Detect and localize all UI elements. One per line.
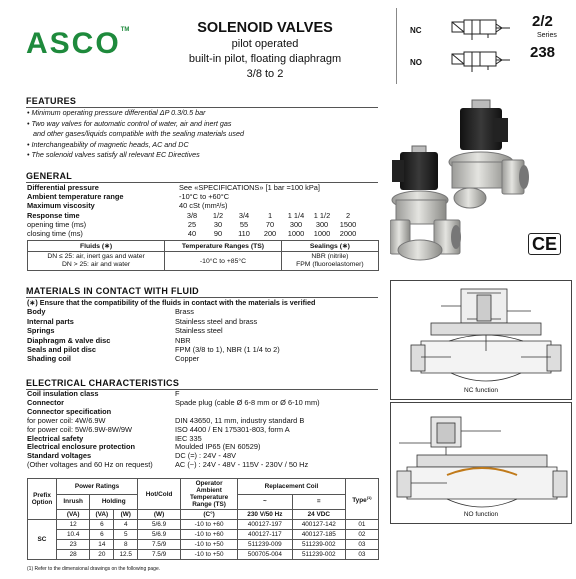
time-cell: 200 (263, 229, 277, 239)
features-heading: FEATURES (26, 96, 378, 108)
prefix-cell: SC (28, 520, 57, 560)
table-cell: 12 (57, 520, 90, 530)
general-heading: GENERAL (26, 171, 378, 183)
table-cell: 511239-009 (238, 540, 293, 550)
material-value: FPM (3/8 to 1), NBR (1 1/4 to 2) (175, 345, 280, 355)
time-cell: 110 (238, 229, 250, 239)
dc-symbol: = (292, 494, 345, 510)
nc-label: NC (410, 26, 422, 35)
material-label: Body (27, 307, 46, 317)
electrical-label: Coil insulation class (27, 389, 99, 398)
inrush-header: Inrush (57, 494, 90, 510)
size-cell: 3/8 (186, 210, 198, 220)
table-cell: 511239-002 (292, 540, 345, 550)
materials-note: (∗) Ensure that the compatibility of the fluids in contact with the materials is verified (27, 298, 316, 307)
table-cell: 4 (114, 520, 138, 530)
table-cell: 02 (345, 530, 378, 540)
table-cell: 400127-197 (238, 520, 293, 530)
no-drawing-frame (390, 402, 572, 524)
general-specs (27, 183, 361, 238)
no-caption: NO function (463, 511, 499, 518)
time-cell: 300 (289, 219, 303, 229)
unit-cell: (C°) (181, 510, 238, 520)
power-header: Power Ratings (57, 479, 138, 495)
fluids-table (27, 240, 379, 271)
nc-cross-section (391, 281, 571, 399)
feature-item: and other gases/liquids compatible with the sealing materials used (33, 129, 244, 138)
sealing-line: NBR (nitrile) (311, 253, 349, 260)
subtitle-line-1: pilot operated (231, 38, 299, 50)
sealing-line: FPM (fluoroelastomer) (296, 261, 364, 268)
spec-label: Response time (27, 210, 80, 220)
unit-cell: 24 VDC (292, 510, 345, 520)
hotcold-header: Hot/Cold (138, 479, 181, 510)
time-cell: 1500 (339, 219, 357, 229)
table-cell: 6 (90, 520, 114, 530)
page-title: SOLENOID VALVES (197, 20, 333, 36)
table-cell: 7.5/9 (138, 550, 181, 560)
footnote: (1) Refer to the dimensional drawings on the following page. (27, 566, 161, 572)
size-cell: 1 (267, 210, 273, 220)
type-header: Type$^{(1)}$ (345, 479, 378, 520)
time-cell: 300 (315, 219, 329, 229)
time-cell: 25 (187, 219, 197, 229)
table-cell: -10 to +60 (181, 530, 238, 540)
table-cell: 10.4 (57, 530, 90, 540)
table-cell: 7.5/9 (138, 540, 181, 550)
material-label: Shading coil (27, 354, 71, 364)
table-cell: 20 (90, 550, 114, 560)
valve-symbol-icon (448, 16, 516, 78)
time-cell: 1000 (313, 229, 331, 239)
table-cell: 5/6.9 (138, 520, 181, 530)
temperature-range: -10°C to +85°C (165, 252, 282, 271)
time-cell: 40 (187, 229, 197, 239)
sealings-header: Sealings (∗) (281, 241, 378, 252)
subtitle-line-2: built-in pilot, floating diaphragm (188, 53, 342, 65)
material-value: Stainless steel (175, 326, 223, 336)
materials-list (27, 298, 315, 364)
table-cell: 400127-185 (292, 530, 345, 540)
spec-label: closing time (ms) (27, 229, 83, 239)
table-cell: 03 (345, 550, 378, 560)
subtitle-line-3: 3/8 to 2 (246, 68, 284, 80)
feature-item: • Two way valves for automatic control of water, air and inert gas (27, 118, 232, 128)
material-label: Springs (27, 326, 55, 336)
material-value: Copper (175, 354, 200, 364)
electrical-heading: ELECTRICAL CHARACTERISTICS (26, 378, 378, 390)
table-cell: 5/6.9 (138, 530, 181, 540)
unit-cell: (VA) (57, 510, 90, 520)
nc-caption: NC function (464, 387, 498, 394)
size-cell: 2 (345, 210, 351, 220)
table-cell: 5 (114, 530, 138, 540)
power-ratings-table (27, 478, 379, 560)
table-cell: 01 (345, 520, 378, 530)
operator-temp-header: Operator Ambient Temperature Range (TS) (181, 479, 238, 510)
material-label: Internal parts (27, 316, 74, 326)
feature-item: • The solenoid valves satisfy all relevant EC Directives (27, 150, 200, 159)
size-cell: 1 1/4 (287, 210, 305, 220)
time-cell: 70 (265, 219, 275, 229)
unit-cell: 230 V/50 Hz (238, 510, 293, 520)
table-cell: 03 (345, 540, 378, 550)
unit-cell: (VA) (90, 510, 114, 520)
fluid-line: DN > 25: air and water (61, 261, 131, 268)
size-cell: 1 1/2 (313, 210, 331, 220)
table-cell: -10 to +50 (181, 550, 238, 560)
electrical-label: (Other voltages and 60 Hz on request) (27, 460, 153, 470)
material-value: NBR (175, 335, 191, 345)
ac-symbol: ~ (238, 494, 293, 510)
table-cell: 14 (90, 540, 114, 550)
size-cell: 1/2 (212, 210, 224, 220)
electrical-value: Spade plug (cable Ø 6-8 mm or Ø 6-10 mm) (175, 397, 320, 407)
nc-drawing-frame (390, 280, 572, 400)
table-cell: 28 (57, 550, 90, 560)
electrical-value: DC (=) : 24V - 48V (175, 451, 236, 461)
table-cell: -10 to +50 (181, 540, 238, 550)
symbol-divider (396, 8, 398, 84)
electrical-label: Electrical enclosure protection (27, 442, 136, 452)
prefix-header: Prefix Option (28, 479, 57, 520)
electrical-label: for power coil: 5W/6.9W-8W/9W (27, 424, 132, 434)
electrical-value: ISO 4400 / EN 175301-803, form A (175, 424, 290, 434)
spec-value: See «SPECIFICATIONS» [1 bar =100 kPa] (179, 183, 320, 192)
asco-logo: ASCO™ (26, 27, 130, 60)
electrical-list (27, 390, 320, 470)
materials-heading: MATERIALS IN CONTACT WITH FLUID (26, 286, 378, 298)
table-cell: 400127-117 (238, 530, 293, 540)
table-cell: 6 (90, 530, 114, 540)
time-cell: 1000 (287, 229, 305, 239)
electrical-value: Moulded IP65 (EN 60529) (175, 442, 261, 452)
table-cell: 500705-004 (238, 550, 293, 560)
table-cell: -10 to +60 (181, 520, 238, 530)
features-list (27, 108, 244, 161)
material-value: Stainless steel and brass (175, 316, 258, 326)
valve-photo (390, 90, 530, 270)
ce-mark: CE (528, 233, 561, 255)
electrical-value: DIN 43650, 11 mm, industry standard B (175, 415, 305, 425)
time-cell: 30 (213, 219, 223, 229)
time-cell: 55 (239, 219, 249, 229)
no-label: NO (410, 58, 422, 67)
electrical-value: AC (~) : 24V - 48V - 115V - 230V / 50 Hz (175, 460, 309, 470)
electrical-value: IEC 335 (175, 433, 202, 443)
material-label: Seals and pilot disc (27, 345, 96, 355)
table-cell: 12.5 (114, 550, 138, 560)
temperature-header: Temperature Ranges (TS) (165, 241, 282, 252)
spec-label: Differential pressure (27, 183, 99, 192)
material-label: Diaphragm & valve disc (27, 335, 111, 345)
table-cell: 23 (57, 540, 90, 550)
series-number: 238 (530, 44, 556, 61)
electrical-value: F (175, 389, 180, 398)
fluid-line: DN ≤ 25: air, inert gas and water (47, 253, 145, 260)
feature-item: • Minimum operating pressure differential ΔP 0.3/0.5 bar (27, 108, 206, 117)
table-cell: 8 (114, 540, 138, 550)
fluids-header: Fluids (∗) (28, 241, 165, 252)
electrical-label: Connector specification (27, 406, 112, 416)
electrical-label: Standard voltages (27, 451, 92, 461)
replacement-header: Replacement Coil (238, 479, 346, 495)
feature-item: • Interchangeability of magnetic heads, AC and DC (27, 139, 189, 149)
size-cell: 3/4 (238, 210, 250, 220)
time-cell: 2000 (339, 229, 357, 239)
table-cell: 511239-002 (292, 550, 345, 560)
unit-cell: (W) (114, 510, 138, 520)
holding-header: Holding (90, 494, 138, 510)
series-label: Series (537, 32, 557, 39)
spec-value: 40 cSt (mm²/s) (179, 201, 228, 211)
spec-label: Maximum viscosity (27, 201, 95, 211)
electrical-label: Electrical safety (27, 433, 84, 443)
spec-value: -10°C to +60°C (179, 192, 230, 202)
spec-label: opening time (ms) (27, 219, 87, 229)
type-code: 2/2 (532, 13, 553, 30)
electrical-label: Connector (27, 397, 64, 407)
table-cell: 400127-142 (292, 520, 345, 530)
unit-cell: (W) (138, 510, 181, 520)
spec-label: Ambient temperature range (27, 192, 124, 202)
electrical-label: for power coil: 4W/6.9W (27, 415, 106, 425)
material-value: Brass (175, 307, 194, 317)
no-cross-section (391, 403, 571, 523)
time-cell: 90 (213, 229, 223, 239)
